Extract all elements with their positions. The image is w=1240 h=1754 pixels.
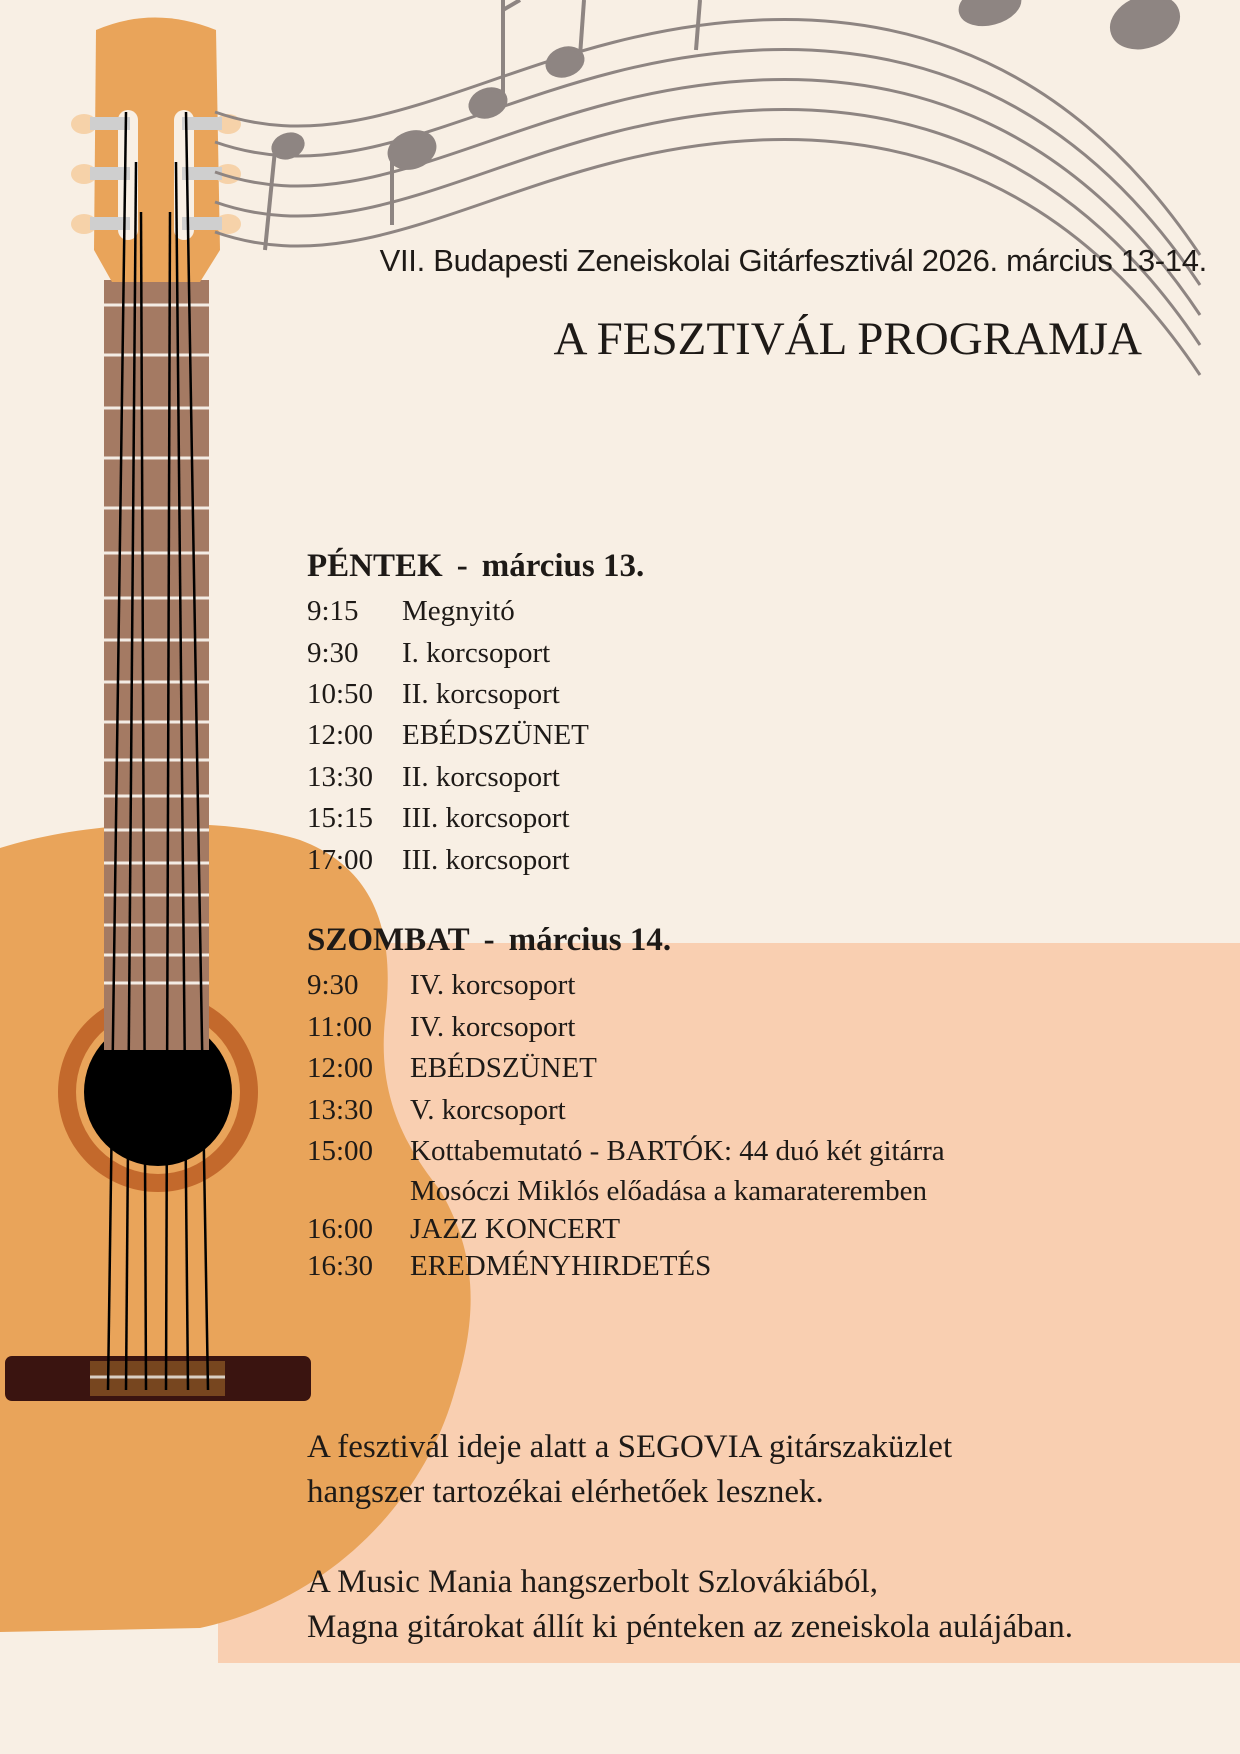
music-mania-note-line: Magna gitárokat állít ki pénteken az zeneiskola aulájában. <box>307 1609 1074 1645</box>
schedule-time: 12:00 <box>307 719 374 751</box>
segovia-note-line: hangszer tartozékai elérhetőek lesznek. <box>307 1474 824 1510</box>
segovia-note-line: A fesztivál ideje alatt a SEGOVIA gitárszaküzlet <box>307 1429 953 1465</box>
schedule-time: 9:30 <box>307 637 359 669</box>
schedule-event: EBÉDSZÜNET <box>410 1052 597 1084</box>
schedule-time: 11:00 <box>307 1011 372 1043</box>
schedule-event: IV. korcsoport <box>410 969 576 1001</box>
schedule-event: II. korcsoport <box>402 678 560 710</box>
friday-heading <box>307 548 644 585</box>
schedule-time: 13:30 <box>307 1094 374 1126</box>
schedule-event: III. korcsoport <box>402 802 570 834</box>
schedule-event: III. korcsoport <box>402 844 570 876</box>
music-mania-note-line: A Music Mania hangszerbolt Szlovákiából, <box>307 1564 878 1600</box>
festival-header-line: VII. Budapesti Zeneiskolai Gitárfesztivál 2026. március 13-14. <box>379 243 1207 278</box>
schedule-event: IV. korcsoport <box>410 1011 576 1043</box>
saturday-day: SZOMBAT <box>307 922 470 958</box>
saturday-heading <box>307 922 671 959</box>
schedule-event: Kottabemutató - BARTÓK: 44 duó két gitárra <box>410 1135 945 1167</box>
schedule-time: 9:15 <box>307 595 359 627</box>
schedule-event: V. korcsoport <box>410 1094 566 1126</box>
schedule-event: II. korcsoport <box>402 761 560 793</box>
music-mania-note <box>307 1560 1073 1650</box>
friday-date: március 13. <box>481 548 645 584</box>
schedule-event: EBÉDSZÜNET <box>402 719 589 751</box>
schedule-event: Megnyitó <box>402 595 515 627</box>
schedule-time: 9:30 <box>307 969 359 1001</box>
schedule-time: 16:30 <box>307 1250 374 1282</box>
schedule-time: 13:30 <box>307 761 374 793</box>
guitar-headstock <box>94 18 220 283</box>
schedule-time: 16:00 <box>307 1213 374 1245</box>
schedule-event: Mosóczi Miklós előadása a kamarateremben <box>410 1175 927 1207</box>
schedule-time: 12:00 <box>307 1052 374 1084</box>
schedule-event: JAZZ KONCERT <box>410 1213 621 1245</box>
friday-separator: - <box>456 548 468 584</box>
saturday-date: március 14. <box>508 922 672 958</box>
segovia-note <box>307 1425 952 1515</box>
friday-day: PÉNTEK <box>307 548 443 584</box>
schedule-time: 10:50 <box>307 678 374 710</box>
schedule-event: EREDMÉNYHIRDETÉS <box>410 1250 712 1282</box>
saturday-separator: - <box>483 922 495 958</box>
schedule-time: 15:00 <box>307 1135 374 1167</box>
fretboard <box>104 280 209 1050</box>
schedule-time: 15:15 <box>307 802 374 834</box>
schedule-time: 17:00 <box>307 844 374 876</box>
program-title: A FESZTIVÁL PROGRAMJA <box>553 313 1142 365</box>
schedule-event: I. korcsoport <box>402 637 551 669</box>
